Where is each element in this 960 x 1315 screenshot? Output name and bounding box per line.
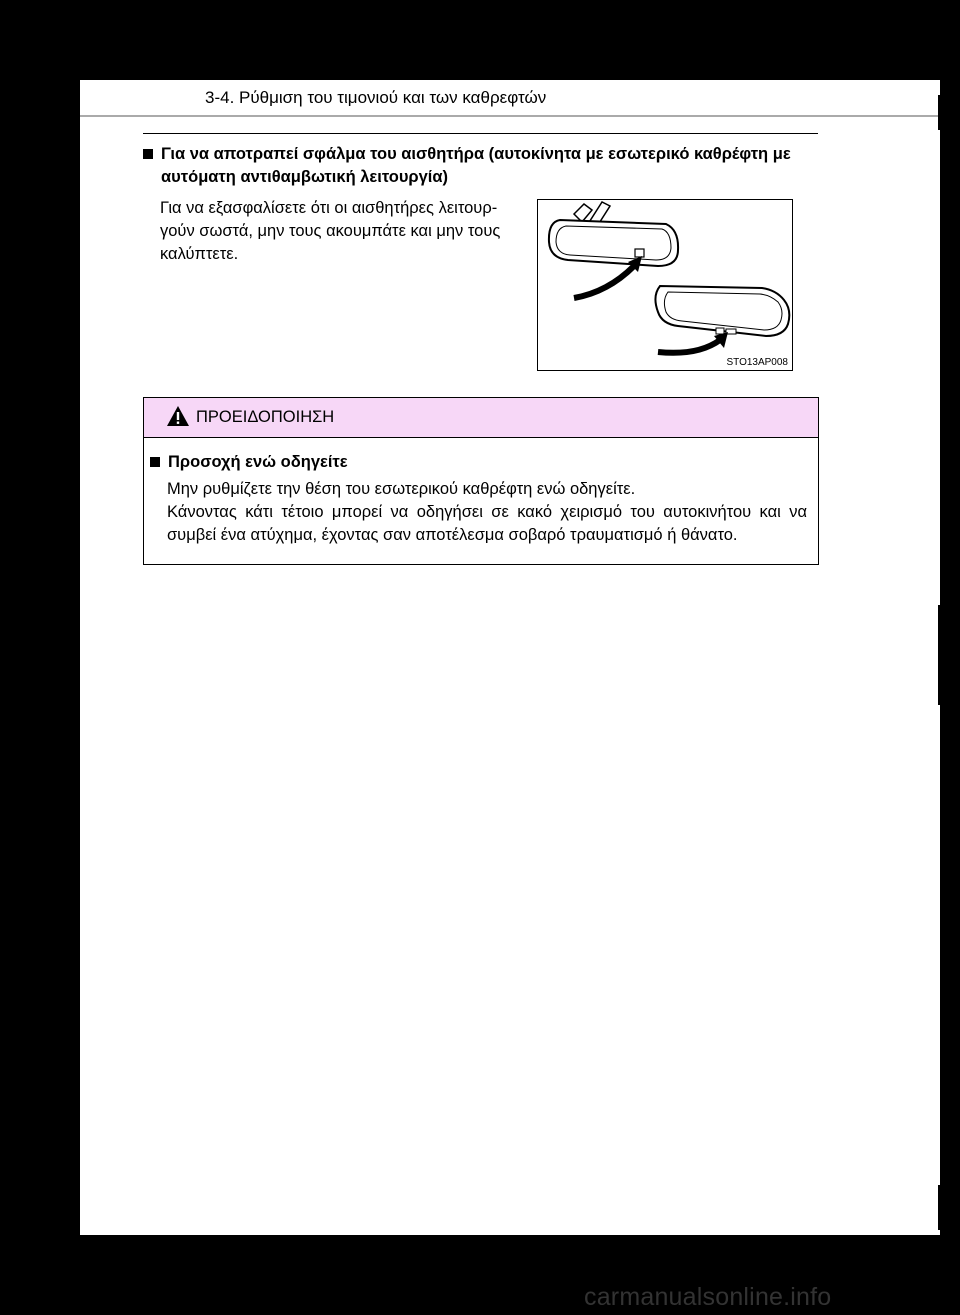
section-body bbox=[160, 197, 520, 266]
warning-body bbox=[167, 478, 807, 547]
section-heading-text: Για να αποτραπεί σφάλμα του αισθητήρα (αυτοκίνητα με εσωτερικό καθρέφτη με αυτόματη αντιθαμβωτική λειτουργία) bbox=[161, 145, 791, 186]
section-heading bbox=[143, 143, 823, 189]
crop-mark bbox=[938, 605, 942, 705]
warning-subheading bbox=[150, 453, 810, 472]
crop-mark bbox=[938, 1185, 942, 1230]
section-divider bbox=[143, 133, 818, 134]
warning-line: Κάνοντας κάτι τέτοιο μπορεί να οδηγήσει σε κακό χειρισμό του αυτοκινήτου και να συμβεί ένα ατύχημα, έχοντας σαν αποτέλεσμα σοβαρό τραυματισμό ή θάνατο. bbox=[167, 503, 807, 544]
warning-line: Μην ρυθμίζετε την θέση του εσωτερικού καθρέφτη ενώ οδηγείτε. bbox=[167, 480, 636, 498]
warning-title: ΠΡΟΕΙΔΟΠΟΙΗΣΗ bbox=[196, 408, 335, 426]
body-line: καλύπτετε. bbox=[160, 245, 239, 263]
warning-subheading-text: Προσοχή ενώ οδηγείτε bbox=[168, 453, 348, 471]
footer-watermark: carmanualsonline.info bbox=[584, 1283, 832, 1311]
body-line: Για να εξασφαλίσετε ότι οι αισθητήρες λειτουρ- bbox=[160, 199, 498, 217]
crop-mark bbox=[938, 95, 942, 130]
square-bullet-icon bbox=[143, 149, 153, 159]
warning-header bbox=[144, 398, 818, 438]
body-line: γούν σωστά, μην τους ακουμπάτε και μην τους bbox=[160, 222, 501, 240]
mirror-sensor-illustration bbox=[537, 199, 793, 371]
warning-box bbox=[143, 397, 819, 565]
mirror-illustration-svg bbox=[538, 200, 792, 370]
square-bullet-icon bbox=[150, 457, 160, 467]
figure-code: STO13AP008 bbox=[726, 357, 788, 368]
header-divider bbox=[80, 115, 940, 117]
running-header: 3-4. Ρύθμιση του τιμονιού και των καθρεφτών bbox=[205, 88, 547, 107]
warning-triangle-icon bbox=[166, 405, 190, 427]
